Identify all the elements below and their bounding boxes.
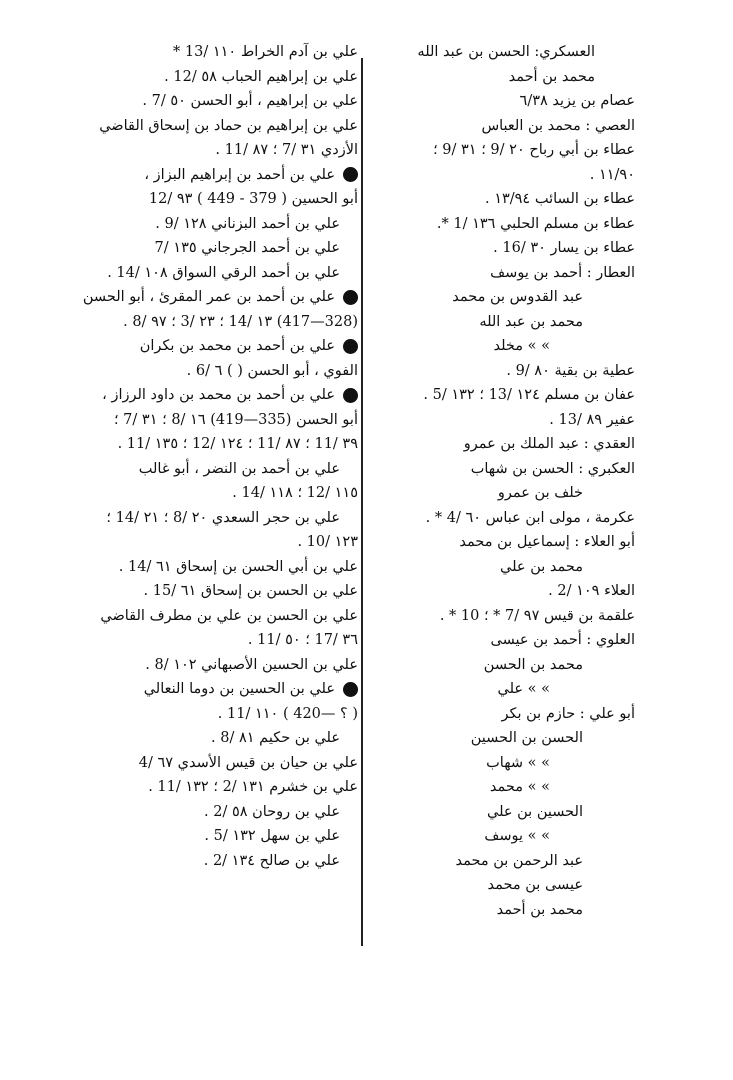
entry-text: ٣٩ /11 ؛ ٨٧ /11 ؛ ١٢٤ /12 ؛ ١٣٥ /11 .: [117, 436, 358, 452]
entry-text: علي بن أحمد الرقي السواق ١٠٨ /14 .: [107, 264, 340, 281]
entry-text: علي بن أحمد بن عمر المقرئ ، أبو الحسن: [82, 289, 335, 305]
index-entry: [335, 163, 635, 188]
entry-text: أبو الحسن (335—419) ١٦ /8 ؛ ٣١ /7 ؛: [113, 411, 358, 428]
entry-text: علي بن الحسين بن دوما النعالي: [143, 681, 335, 697]
index-entry: [28, 604, 358, 629]
index-entry: [28, 187, 358, 212]
entry-text: علي بن آدم الخراط ١١٠ /13 *: [173, 44, 358, 60]
entry-text: علي بن حجر السعدي ٢٠ /8 ؛ ٢١ /14 ؛: [106, 509, 340, 526]
index-entry: [335, 212, 635, 237]
index-entry: [335, 775, 635, 800]
index-entry: [335, 89, 635, 114]
entry-text: خلف بن عمرو: [497, 485, 583, 501]
entry-text: علي بن أحمد بن النضر ، أبو غالب: [138, 460, 340, 477]
index-entry: [335, 457, 635, 482]
index-entry: [335, 898, 635, 923]
bullet-icon: [343, 339, 358, 354]
index-entry: [335, 702, 635, 727]
bullet-icon: [343, 682, 358, 697]
index-entry: [28, 212, 358, 237]
entry-text: علي بن أحمد بن محمد بن داود الرزاز ،: [102, 387, 335, 403]
entry-text: علقمة بن قيس ٩٧ /7 * ؛ 10 * .: [439, 607, 635, 624]
index-entry: [335, 726, 635, 751]
entry-text: علي بن صالح ١٣٤ /2 .: [203, 852, 340, 869]
index-entry: [335, 408, 635, 433]
entry-text: ١١٥ /12 ؛ ١١٨ /14 .: [232, 485, 358, 501]
index-entry: [335, 530, 635, 555]
index-entry: [28, 163, 358, 188]
entry-text: عفير ٨٩ /13 .: [549, 411, 635, 428]
index-entry: [28, 261, 358, 286]
entry-text: عبد القدوس بن محمد: [452, 289, 583, 305]
index-entry: [28, 506, 358, 531]
entry-text: علي بن الحسن بن إسحاق ٦١ /15 .: [143, 583, 358, 599]
entry-text: علي بن إبراهيم بن حماد بن إسحاق القاضي: [99, 117, 358, 134]
index-entry: [28, 849, 358, 874]
entry-text: علي بن إبراهيم ، أبو الحسن ٥٠ /7 .: [142, 93, 358, 109]
entry-text: علي بن الحسن بن علي بن مطرف القاضي: [100, 607, 358, 624]
index-entry: [28, 457, 358, 482]
index-entry: [28, 89, 358, 114]
index-entry: [28, 824, 358, 849]
entry-text: محمد بن الحسن: [483, 656, 583, 673]
index-entry: [335, 114, 635, 139]
index-entry: [335, 677, 635, 702]
index-entry: [28, 114, 358, 139]
entry-text: ( ؟ —420 ) ١١٠ /11 .: [217, 705, 358, 722]
index-entry: [335, 40, 635, 65]
index-entry: [28, 310, 358, 335]
entry-text: علي بن أحمد بن إبراهيم البزاز ،: [144, 166, 335, 183]
index-entry: [28, 138, 358, 163]
index-entry: [335, 579, 635, 604]
index-entry: [28, 751, 358, 776]
entry-text: العطار : أحمد بن يوسف: [490, 264, 635, 281]
index-entry: [28, 775, 358, 800]
index-entry: [335, 334, 635, 359]
entry-text: علي بن خشرم ١٣١ /2 ؛ ١٣٢ /11 .: [148, 779, 358, 795]
index-entry: [335, 65, 635, 90]
index-entry: [28, 432, 358, 457]
index-entry: [28, 359, 358, 384]
index-entry: [335, 187, 635, 212]
entry-text: علي بن أحمد الجرجاني ١٣٥ /7: [154, 240, 340, 256]
entry-text: العلوي : أحمد بن عيسى: [490, 632, 635, 648]
entry-text: عيسى بن محمد: [487, 877, 583, 893]
index-entry: [28, 726, 358, 751]
entry-text: عطاء بن السائب ١٣/٩٤ .: [484, 191, 635, 207]
entry-text: الأزدي ٣١ /7 ؛ ٨٧ /11 .: [215, 142, 358, 158]
entry-text: علي بن أحمد البزناني ١٢٨ /9 .: [155, 215, 340, 232]
bullet-icon: [343, 388, 358, 403]
index-entry: [335, 751, 635, 776]
entry-text: علي بن حيان بن قيس الأسدي ٦٧ /4: [138, 754, 358, 771]
index-entry: [28, 800, 358, 825]
entry-text: » » شهاب: [486, 754, 550, 771]
entry-text: » » يوسف: [484, 828, 550, 844]
index-entry: [335, 236, 635, 261]
entry-text: العسكري: الحسن بن عبد الله: [417, 44, 595, 60]
entry-text: العقدي : عبد الملك بن عمرو: [463, 436, 635, 452]
index-entry: [28, 65, 358, 90]
entry-text: ١٢٣ /10 .: [297, 534, 358, 550]
index-entry: [335, 138, 635, 163]
entry-text: (328—417) ١٣ /14 ؛ ٢٣ /3 ؛ ٩٧ /8 .: [123, 313, 358, 330]
index-entry: [335, 555, 635, 580]
entry-text: عطية بن بقية ٨٠ /9 .: [506, 362, 635, 379]
index-entry: [335, 824, 635, 849]
entry-text: عبد الرحمن بن محمد: [455, 852, 583, 869]
entry-text: علي بن روحان ٥٨ /2 .: [203, 803, 340, 820]
left-column: [28, 40, 358, 873]
index-entry: [335, 800, 635, 825]
index-entry: [28, 628, 358, 653]
index-entry: [335, 261, 635, 286]
index-entry: [28, 579, 358, 604]
entry-text: » » محمد: [489, 779, 550, 795]
index-entry: [335, 628, 635, 653]
index-entry: [335, 849, 635, 874]
index-entry: [335, 481, 635, 506]
index-entry: [28, 555, 358, 580]
entry-text: علي بن حكيم ٨١ /8 .: [211, 730, 340, 746]
index-entry: [28, 530, 358, 555]
right-column: [335, 40, 635, 922]
index-entry: [28, 653, 358, 678]
entry-text: علي بن أبي الحسن بن إسحاق ٦١ /14 .: [118, 558, 358, 575]
entry-text: أبو علي : حازم بن بكر: [501, 705, 635, 722]
entry-text: العلاء ١٠٩ /2 .: [548, 583, 635, 599]
entry-text: علي بن سهل ١٣٢ /5 .: [204, 828, 340, 844]
entry-text: علي بن إبراهيم الحباب ٥٨ /12 .: [164, 68, 358, 85]
index-entry: [335, 359, 635, 384]
entry-text: علي بن أحمد بن محمد بن بكران: [139, 338, 335, 354]
entry-text: الحسن بن الحسين: [470, 730, 583, 746]
entry-text: الحسين بن علي: [487, 803, 583, 820]
index-entry: [28, 677, 358, 702]
index-entry: [28, 236, 358, 261]
entry-text: عكرمة ، مولى ابن عباس ٦٠ /4 * .: [425, 509, 635, 526]
entry-text: محمد بن علي: [500, 558, 583, 575]
entry-text: محمد بن أحمد: [508, 68, 595, 85]
entry-text: أبو العلاء : إسماعيل بن محمد: [459, 534, 635, 550]
index-entry: [28, 408, 358, 433]
index-entry: [335, 604, 635, 629]
entry-text: عطاء بن مسلم الحلبي ١٣٦ /1 *.: [436, 215, 635, 232]
index-entry: [335, 432, 635, 457]
entry-text: أبو الحسين ( 379 - 449 ) ٩٣ /12: [148, 191, 358, 207]
entry-text: عطاء بن يسار ٣٠ /16 .: [493, 240, 635, 256]
index-entry: [335, 383, 635, 408]
entry-text: علي بن الحسين الأصبهاني ١٠٢ /8 .: [145, 656, 358, 673]
entry-text: عطاء بن أبي رباح ٢٠ /9 ؛ ٣١ /9 ؛: [433, 142, 635, 158]
index-entry: [335, 506, 635, 531]
entry-text: العكبري : الحسن بن شهاب: [470, 460, 635, 477]
entry-text: عفان بن مسلم ١٢٤ /13 ؛ ١٣٢ /5 .: [423, 387, 635, 403]
bullet-icon: [343, 167, 358, 182]
entry-text: الفوي ، أبو الحسن ( ) ٦ /6 .: [186, 362, 358, 379]
index-entry: [28, 481, 358, 506]
entry-text: عصام بن يزيد ٦/٣٨: [519, 93, 635, 109]
entry-text: العصي : محمد بن العباس: [481, 117, 635, 134]
index-entry: [28, 383, 358, 408]
entry-text: » » علي: [497, 681, 550, 697]
entry-text: » » مخلد: [493, 338, 550, 354]
index-entry: [28, 334, 358, 359]
entry-text: محمد بن عبد الله: [479, 313, 583, 330]
index-entry: [335, 873, 635, 898]
index-entry: [335, 310, 635, 335]
index-entry: [335, 285, 635, 310]
entry-text: ١١/٩٠ .: [589, 166, 635, 183]
entry-text: محمد بن أحمد: [496, 901, 583, 918]
index-entry: [28, 40, 358, 65]
index-entry: [28, 702, 358, 727]
bullet-icon: [343, 290, 358, 305]
entry-text: ٣٦ /17 ؛ ٥٠ /11 .: [247, 632, 358, 648]
column-divider: [361, 58, 363, 946]
index-entry: [335, 653, 635, 678]
index-entry: [28, 285, 358, 310]
